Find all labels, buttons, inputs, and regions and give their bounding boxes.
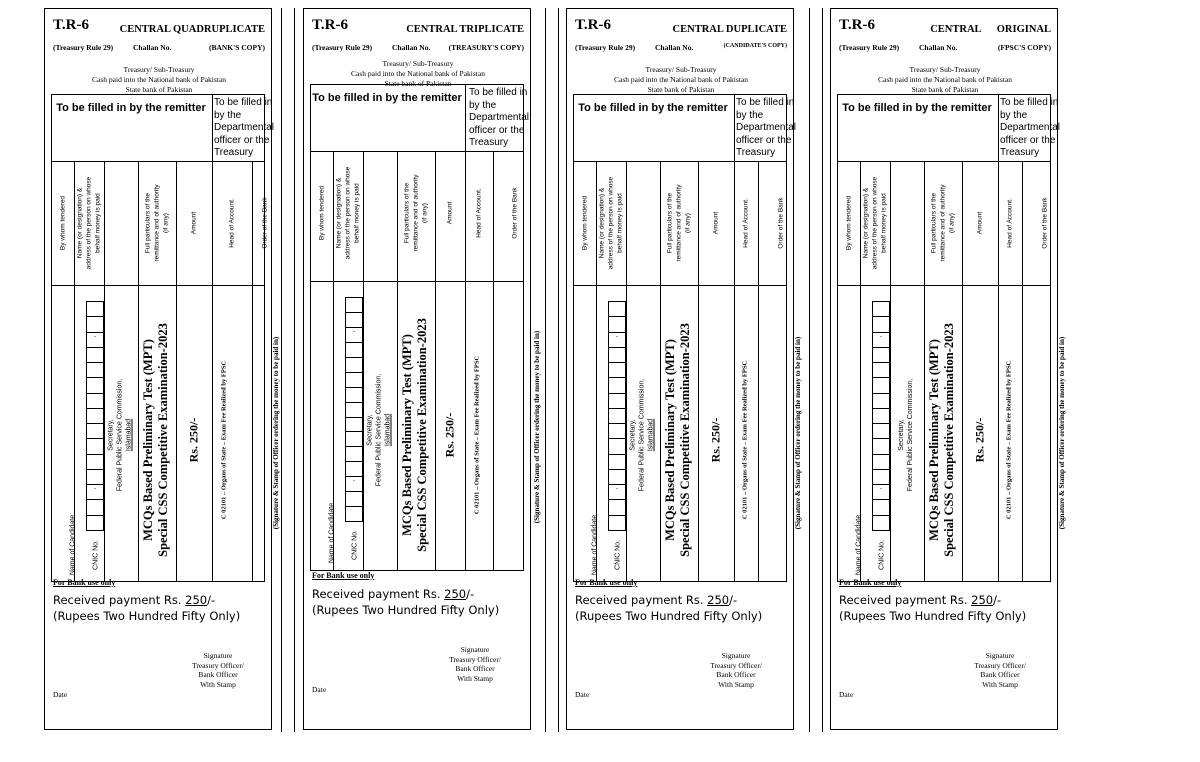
col-by-whom-tendered: By whom tendered [581,195,589,251]
received-prefix: Received payment Rs. [53,593,186,607]
mcq-line: MCQs Based Preliminary Test (MPT) [400,334,414,536]
received-payment [312,587,474,602]
signature-block [163,651,273,689]
col-full-particulars [403,175,430,252]
secretary-line: Secretary, [898,419,905,451]
col-name-line: address of the person on whose [344,166,352,260]
treasury-line: Treasury/ Sub-Treasury [909,65,981,74]
challan-slip-quadruplicate [44,8,280,730]
sig-bank: Bank Officer [980,670,1020,679]
exam-line: Special CSS Competitive Examination-2023 [678,323,692,557]
islamabad-line: Islamabad [125,418,133,452]
treasury-rule: (Treasury Rule 29) [312,43,373,52]
col-amount: Amount [712,211,720,235]
cnic-dash: - [873,332,889,347]
col-name-address [76,177,103,270]
amount-value: Rs. 250/- [708,417,723,463]
name-of-candidate: Name of Candidate [855,514,863,576]
cnic-dash: - [609,484,625,499]
col-amount: Amount [446,201,454,225]
exam-line: Special CSS Competitive Examination-2023 [156,323,170,557]
cnic-boxes [872,301,890,531]
signature-stamp-note: (Signature & Stamp of Officer ordering the money to be paid in) [794,336,802,530]
name-of-candidate: Name of Candidate [69,514,77,576]
received-suffix: /- [207,593,216,607]
divider-line [809,8,810,732]
exam-particulars [141,323,171,557]
sig-officer: Treasury Officer/ [192,660,244,670]
col-head-of-account: Head of Account. [228,198,236,248]
col-name-line: address of the person on whose [607,176,615,270]
secretary-address [897,379,915,491]
col-head-of-account: Head of Account. [475,188,483,238]
bank-use-only: For Bank use only [839,578,902,587]
fpsc-line: Federal Public Service Commission, [116,378,124,492]
col-full-line: remittance and of authority [412,174,420,252]
amount-value: Rs. 250/- [442,412,457,458]
col-full-line: (if any) [948,213,956,233]
secretary-address [366,374,393,486]
col-full-line: remittance and of authority [675,184,683,262]
sig-stamp: With Stamp [982,679,1018,689]
col-name-address [598,177,625,270]
received-suffix: /- [729,593,738,607]
departmental-heading: To be filled in by the Departmental officer or the Treasury [214,97,275,158]
sig-stamp: With Stamp [718,679,754,689]
col-order-of-bank: Order of the Bank [261,197,269,249]
col-by-whom-tendered: By whom tendered [845,195,853,251]
departmental-heading: To be filled in by the Departmental officer or the Treasury [736,97,797,158]
signature-stamp-note: (Signature & Stamp of Officer ordering the money to be paid in) [272,336,280,530]
remitter-heading: To be filled in by the remitter [842,102,992,114]
challan-slip-original [830,8,1066,730]
col-name-line: behalf money is paid [616,193,624,253]
col-full-particulars [144,185,171,262]
cnic-boxes [345,297,363,522]
cash-paid-line: Cash paid into the National bank of Pakistan [92,75,226,84]
received-prefix: Received payment Rs. [575,593,708,607]
col-order-of-bank: Order of the Bank [511,187,519,239]
received-suffix: /- [466,587,475,601]
challan-no: Challan No. [133,43,172,52]
cnic-boxes [608,301,626,531]
received-prefix: Received payment Rs. [839,593,972,607]
sig-signature: Signature [203,651,233,660]
col-full-line: (if any) [684,213,692,233]
signature-block [681,651,791,689]
col-name-address [862,177,889,270]
received-amount: 250 [971,593,994,607]
head-of-account-value: C 02101 – Organs of State – Exam Fee Realized by FPSC [220,360,228,520]
exam-particulars [663,323,693,557]
bank-use-only: For Bank use only [53,578,116,587]
sig-bank: Bank Officer [716,670,756,679]
head-of-account-value: C 02101 – Organs of State – Exam Fee Realized by FPSC [1005,360,1013,520]
received-amount: 250 [185,593,208,607]
col-full-line: Full particulars of the [403,182,411,244]
cnic-dash: - [346,476,362,491]
cnic-dash: - [87,484,103,499]
amount-value: Rs. 250/- [186,417,201,463]
copy-title: CENTRAL QUADRUPLICATE [119,24,265,35]
state-bank-line: State bank of Pakistan [647,85,715,94]
divider-line [545,8,546,732]
sig-signature: Signature [721,651,751,660]
date-label: Date [53,690,68,699]
challan-table [837,94,1066,582]
received-suffix: /- [993,593,1002,607]
rupees-words: (Rupees Two Hundred Fifty Only) [312,603,500,617]
treasury-rule: (Treasury Rule 29) [839,43,900,52]
exam-line: Special CSS Competitive Examination-2023 [415,318,429,552]
secretary-address [629,379,656,491]
col-name-line: behalf money is paid [880,193,888,253]
col-name-line: address of the person on whose [85,176,93,270]
col-head-of-account: Head of Account. [1006,198,1014,248]
col-name-line: address of the person on whose [871,176,879,270]
copy-tag: (FPSC'S COPY) [997,43,1051,52]
form-code: T.R-6 [839,17,875,33]
fpsc-line: Federal Public Service Commission, [375,373,383,487]
cnic-label: CNIC No. [878,540,886,570]
col-name-line: Name (or designation) & [76,187,84,259]
divider-line [281,8,282,732]
signature-block [945,651,1055,689]
rupees-words: (Rupees Two Hundred Fifty Only) [575,609,763,623]
col-order-of-bank: Order of the Bank [1041,197,1049,249]
copy-title: CENTRAL TRIPLICATE [406,24,524,35]
exam-particulars [400,318,430,552]
sig-bank: Bank Officer [455,664,495,673]
received-payment [575,593,737,608]
secretary-line: Secretary, [366,414,374,446]
state-bank-line: State bank of Pakistan [911,85,979,94]
challan-table [310,84,541,571]
col-full-line: (if any) [162,213,170,233]
departmental-heading: To be filled in by the Departmental officer or the Treasury [469,87,530,148]
challan-table [573,94,802,582]
treasury-line: Treasury/ Sub-Treasury [645,65,717,74]
divider-line [558,8,559,732]
challan-no: Challan No. [655,43,694,52]
treasury-line: Treasury/ Sub-Treasury [123,65,195,74]
head-of-account-value: C 02101 – Organs of State – Exam Fee Realized by FPSC [473,355,481,515]
cnic-label: CNIC No. [351,530,359,560]
signature-stamp-note: (Signature & Stamp of Officer ordering the money to be paid in) [533,330,541,524]
date-label: Date [839,690,854,699]
col-name-line: behalf money is paid [353,183,361,243]
col-full-particulars [666,185,693,262]
sig-officer: Treasury Officer/ [974,660,1026,670]
received-prefix: Received payment Rs. [312,587,445,601]
received-amount: 250 [444,587,467,601]
mcq-line: MCQs Based Preliminary Test (MPT) [141,339,155,541]
col-by-whom-tendered: By whom tendered [318,185,326,241]
copy-tag: (BANK'S COPY) [208,43,265,52]
secretary-line: Secretary, [107,419,115,451]
remitter-heading: To be filled in by the remitter [578,102,728,114]
state-bank-line: State bank of Pakistan [125,85,193,94]
received-amount: 250 [707,593,730,607]
cnic-label: CNIC No. [92,540,100,570]
fpsc-line: Federal Public Service Commission, [907,378,914,492]
cnic-dash: - [87,332,103,347]
name-of-candidate: Name of Candidate [591,514,599,576]
sig-signature: Signature [460,645,490,654]
cnic-dash: - [609,332,625,347]
sig-officer: Treasury Officer/ [710,660,762,670]
copy-tag: (TREASURY'S COPY) [448,43,524,52]
sig-officer: Treasury Officer/ [449,654,501,664]
col-name-line: Name (or designation) & [598,187,606,259]
cash-paid-line: Cash paid into the National bank of Pakistan [878,75,1012,84]
departmental-heading: To be filled in by the Departmental officer or the Treasury [1000,97,1061,158]
form-code: T.R-6 [575,17,611,33]
slip-header [53,17,265,101]
col-full-line: Full particulars of the [930,192,938,254]
col-amount: Amount [976,211,984,235]
col-full-line: remittance and of authority [939,184,947,262]
signature-block [420,645,530,683]
remitter-heading: To be filled in by the remitter [56,102,206,114]
col-name-line: Name (or designation) & [335,177,343,249]
cash-paid-line: Cash paid into the National bank of Pakistan [351,69,485,78]
head-of-account-value: C 02101 – Organs of State – Exam Fee Realized by FPSC [741,360,749,520]
cnic-boxes [86,301,104,531]
fpsc-line: Federal Public Service Commission, [638,378,646,492]
exam-particulars [927,323,957,557]
treasury-rule: (Treasury Rule 29) [53,43,114,52]
date-label: Date [575,690,590,699]
col-amount: Amount [190,211,198,235]
sig-signature: Signature [985,651,1015,660]
rupees-words: (Rupees Two Hundred Fifty Only) [53,609,241,623]
date-label: Date [312,685,327,694]
amount-value: Rs. 250/- [972,417,987,463]
name-of-candidate: Name of Candidate [328,502,336,564]
challan-slip-triplicate [303,8,541,730]
cash-paid-line: Cash paid into the National bank of Pakistan [614,75,748,84]
state-bank-line: State bank of Pakistan [384,79,452,88]
col-head-of-account: Head of Account. [742,198,750,248]
copy-title: CENTRAL ORIGINAL [930,24,1051,35]
col-name-address [335,167,362,260]
slip-header [575,17,787,101]
col-full-line: Full particulars of the [144,192,152,254]
sig-stamp: With Stamp [200,679,236,689]
challan-table [51,94,280,582]
cnic-dash: - [346,327,362,342]
slip-header [839,17,1051,101]
received-payment [839,593,1001,608]
exam-line: Special CSS Competitive Examination-2023 [942,323,956,557]
copy-tag: (CANDIDATE'S COPY) [723,43,787,49]
col-order-of-bank: Order of the Bank [777,197,785,249]
mcq-line: MCQs Based Preliminary Test (MPT) [663,339,677,541]
form-code: T.R-6 [312,17,348,33]
sig-stamp: With Stamp [457,673,493,683]
col-name-line: Name (or designation) & [862,187,870,259]
treasury-line: Treasury/ Sub-Treasury [382,59,454,68]
bank-use-only: For Bank use only [312,571,375,580]
rupees-words: (Rupees Two Hundred Fifty Only) [839,609,1027,623]
received-payment [53,593,215,608]
challan-no: Challan No. [392,43,431,52]
remitter-heading: To be filled in by the remitter [312,92,462,104]
bank-use-only: For Bank use only [575,578,638,587]
col-by-whom-tendered: By whom tendered [59,195,67,251]
secretary-address [107,379,134,491]
col-full-line: Full particulars of the [666,192,674,254]
cnic-label: CNIC No. [614,540,622,570]
mcq-line: MCQs Based Preliminary Test (MPT) [927,339,941,541]
col-full-particulars [930,185,957,262]
secretary-line: Secretary, [629,419,637,451]
cnic-dash: - [873,484,889,499]
col-full-line: (if any) [421,203,429,223]
signature-stamp-note: (Signature & Stamp of Officer ordering the money to be paid in) [1058,336,1066,530]
islamabad-line: Islamabad [384,413,392,447]
col-full-line: remittance and of authority [153,184,161,262]
divider-line [822,8,823,732]
sig-bank: Bank Officer [198,670,238,679]
col-name-line: behalf money is paid [94,193,102,253]
treasury-rule: (Treasury Rule 29) [575,43,636,52]
copy-title: CENTRAL DUPLICATE [672,24,787,35]
challan-slip-duplicate [566,8,802,730]
form-code: T.R-6 [53,17,89,33]
challan-no: Challan No. [919,43,958,52]
islamabad-line: Islamabad [647,418,655,452]
divider-line [294,8,295,732]
